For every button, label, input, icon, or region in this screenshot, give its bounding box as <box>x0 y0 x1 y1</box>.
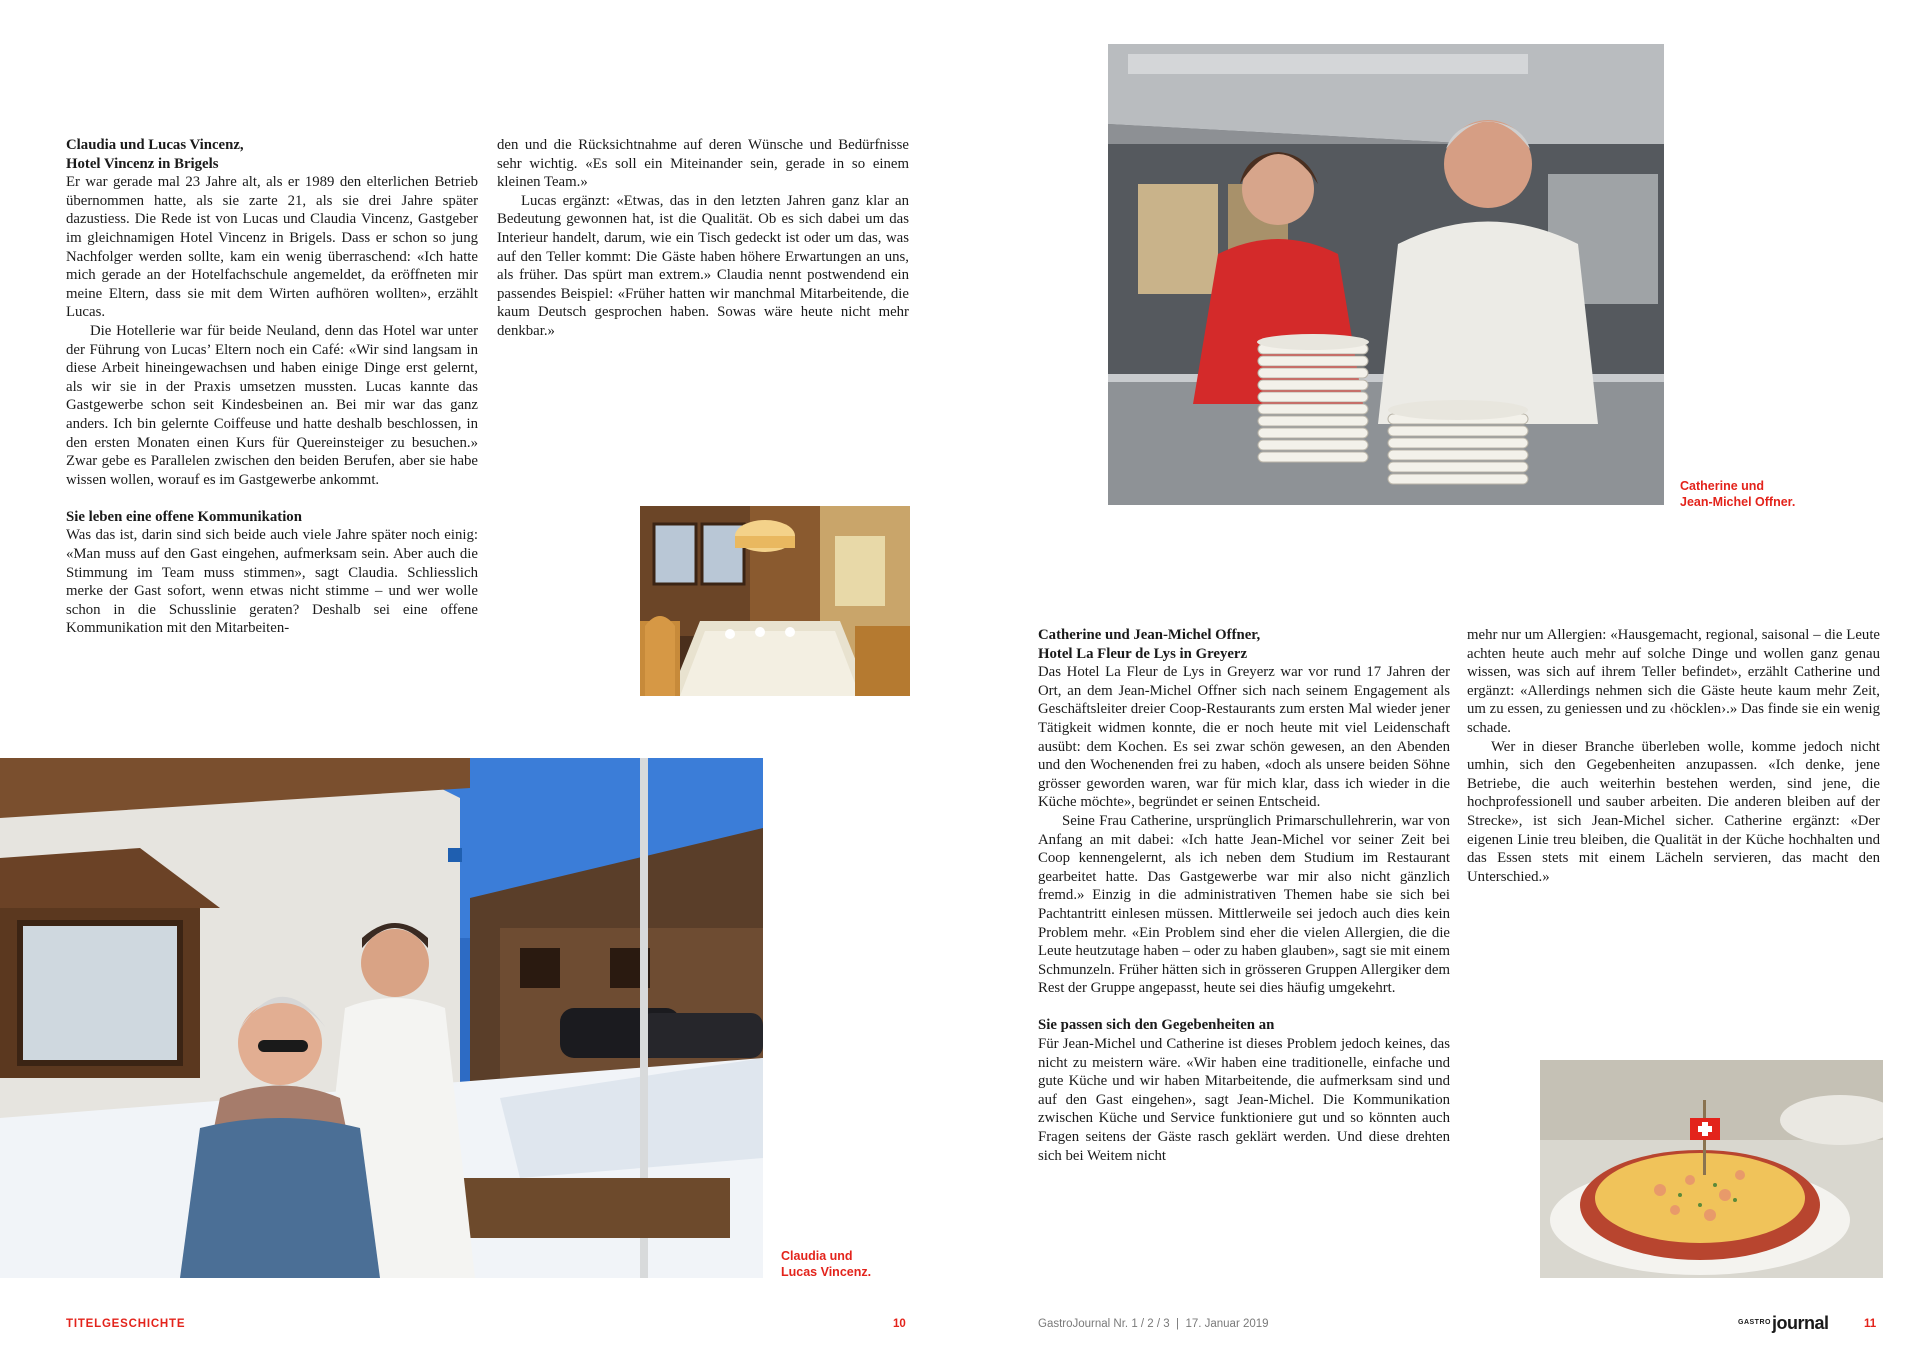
caption-line-2: Lucas Vincenz. <box>781 1265 872 1279</box>
left-col2-paragraph-2: Lucas ergänzt: «Etwas, das in den letzten Jahren ganz klar an Bedeutung gewonnen hat, ist die Qualität. Ob es sich dabei um das Interieur handelt, darum, wie ein Tisch gedeckt ist oder um das, was auf den Teller kommt: Die Gäste haben höhere Erwartungen an uns, als früher. Das spürt man extrem.» Claudia nennt postwendend ein passendes Beispiel: «Früher hatten wir manchmal Mitarbeitende, die kaum Deutsch gesprochen haben. Sowas wäre heute nicht mehr denkbar.» <box>497 192 909 339</box>
right-subheading: Sie passen sich den Gegebenheiten an <box>1038 1017 1275 1034</box>
logo-small-text: GASTRO <box>1738 1319 1771 1326</box>
left-article-column-2 <box>497 136 909 341</box>
left-page-number: 10 <box>893 1318 906 1330</box>
left-article-heading-line1: Claudia und Lucas Vincenz, <box>66 137 244 153</box>
left-paragraph-1: Er war gerade mal 23 Jahre alt, als er 1989 den elterlichen Betrieb übernommen hatte, als sie zarte 21, als sie drei Jahre später dazustiess. Die Rede ist von Lucas und Claudia Vincenz, Gastgeber im gleichnamigen Hotel Vincenz in Brigels. Dass er schon so jung Nachfolger werden sollte, kam ein wenig überraschend: «Ich hatte mich gerade an der Hotelfachschule angemeldet, da eröffneten mir meine Eltern, dass sie mit dem Wirten aufhören wollten», erzählt Lucas. <box>66 174 478 321</box>
right-paragraph-2: Seine Frau Catherine, ursprünglich Primarschullehrerin, war von Anfang an mit dabei: «Ich hatte Jean-Michel vor seiner Zeit bei Coop kennengelernt, als ich neben dem Studium im Restaurant gearbeitet hatte. Das Gastgewerbe war mir also nicht gänzlich fremd.» Einzig in die administrativen Themen habe sie sich bei Pachtantritt einlesen müssen. Mittlerweile sei jedoch auch dies kein Problem mehr. «Ein Problem sind eher die vielen Allergien, die die Leute heutzutage haben – oder zu haben glauben», sagt sie mit einem Schmunzeln. Früher hätten sich in grösseren Gruppen Allergiker dem Rest der Gruppe angepasst, heute sei dies häufig umgekehrt. <box>1038 812 1450 997</box>
gastrojournal-logo <box>1738 1313 1828 1334</box>
right-page-number: 11 <box>1864 1318 1877 1330</box>
cheese-macaroni-photo <box>1540 1060 1883 1278</box>
offner-kitchen-photo <box>1108 44 1664 505</box>
offner-caption-line-2: Jean-Michel Offner. <box>1680 495 1796 509</box>
right-paragraph-3: Für Jean-Michel und Catherine ist dieses Problem jedoch keines, das nicht zu meistern wäre. «Wir haben eine traditionelle, einfache und gute Küche und wir haben Mitarbeitende, die aufmerksam sind und auf den Gast eingehen», sagt Jean-Michel. Die Kommunikation zwischen Küche und Service funktioniere gut und so könnten auch Fragen seitens der Gäste rasch geklärt werden. Und diese drehten sich bei Weitem nicht <box>1038 1036 1450 1164</box>
right-article-column-2 <box>1467 626 1880 886</box>
offner-caption-line-1: Catherine und <box>1680 479 1765 493</box>
claudia-lucas-caption <box>781 1248 871 1280</box>
claudia-lucas-photo <box>0 758 763 1278</box>
right-paragraph-1: Das Hotel La Fleur de Lys in Greyerz war vor rund 17 Jahren der Ort, an dem Jean-Michel Offner sich nach seinem Engagement als Geschäftsleiter dreier Coop-Restaurants zum ersten Mal wieder jener Tätigkeit widmen konnte, die er noch heute mit viel Leidenschaft ausübt: dem Kochen. Es sei zwar schön gewesen, an den Abenden und den Wochenenden frei zu haben, «doch als unsere beiden Söhne grösser geworden waren, war für mich klar, dass ich wieder in die Küche möchte», begründet er seinen Entscheid. <box>1038 664 1450 811</box>
restaurant-dining-photo <box>640 506 910 696</box>
right-article-column-1 <box>1038 626 1450 1165</box>
left-subheading: Sie leben eine offene Kommunikation <box>66 508 302 525</box>
left-col2-paragraph-1: den und die Rücksichtnahme auf deren Wünsche und Bedürfnisse sehr wichtig. «Es soll ein Miteinander sein, gerade in so einem kleinen Team.» <box>497 137 909 191</box>
right-article-heading-line1: Catherine und Jean-Michel Offner, <box>1038 627 1261 643</box>
right-article-heading-line2: Hotel La Fleur de Lys in Greyerz <box>1038 645 1248 662</box>
left-paragraph-2: Die Hotellerie war für beide Neuland, denn das Hotel war unter der Führung von Lucas’ Eltern noch ein Café: «Wir sind langsam in diese Arbeit hineingewachsen und haben einige Dinge erst gelernt, als wir sie in der Praxis umsetzen mussten. Lucas kannte das Gastgewerbe schon seit Kindesbeinen an. Bei mir war das ganz anders. Ich bin gelernte Coiffeuse und hatte deshalb beschlossen, in den ersten Monaten einen Kurs für Quereinsteiger zu besuchen.» Zwar gebe es Parallelen zwischen den beiden Berufen, aber sie habe wissen wollen, worauf es im Gastgewerbe ankommt. <box>66 322 478 488</box>
right-col2-paragraph-2: Wer in dieser Branche überleben wolle, komme jedoch nicht umhin, sich den Gegebenheiten anzupassen. «Ich denke, jene Betriebe, die auch weiterhin bestehen werden, sind jene, die hochprofessionell und sauber arbeiten. Die anderen bleiben auf der Strecke», ist sich Jean-Michel sicher. Catherine ergänzt: «Der eigenen Linie treu bleiben, die Qualität in der Küche hochhalten und das Essen stets mit einem Lächeln servieren, das macht den Unterschied.» <box>1467 738 1880 885</box>
caption-line-1: Claudia und <box>781 1249 853 1263</box>
offner-caption <box>1680 478 1795 510</box>
left-paragraph-3: Was das ist, darin sind sich beide auch viele Jahre später noch einig: «Man muss auf den Gast eingehen, aufmerksam sein. Aber auch die Stimmung im Team muss stimmen», sagt Claudia. Schliesslich merke der Gast sofort, wenn etwas nicht stimme – und wer wolle schon in die Schusslinie geraten? Deshalb sei eine offene Kommunikation mit den Mitarbeiten- <box>66 527 478 637</box>
right-col2-paragraph-1: mehr nur um Allergien: «Hausgemacht, regional, saisonal – die Leute achten heute auch mehr auf solche Dinge und wollen ganz genau wissen, was sich auf ihrem Teller befindet», erzählt Catherine und ergänzt: «Allerdings nehmen sich die Gäste heute kaum mehr Zeit, um zu essen, zu geniessen und zu ‹höcklen›.» Das finde sie ein wenig schade. <box>1467 627 1880 736</box>
left-article-column-1 <box>66 136 478 638</box>
left-article-heading-line2: Hotel Vincenz in Brigels <box>66 155 219 172</box>
issue-info: GastroJournal Nr. 1 / 2 / 3 | 17. Januar 2019 <box>1038 1318 1269 1330</box>
section-label: TITELGESCHICHTE <box>66 1318 186 1330</box>
logo-big-text: journal <box>1771 1313 1829 1333</box>
